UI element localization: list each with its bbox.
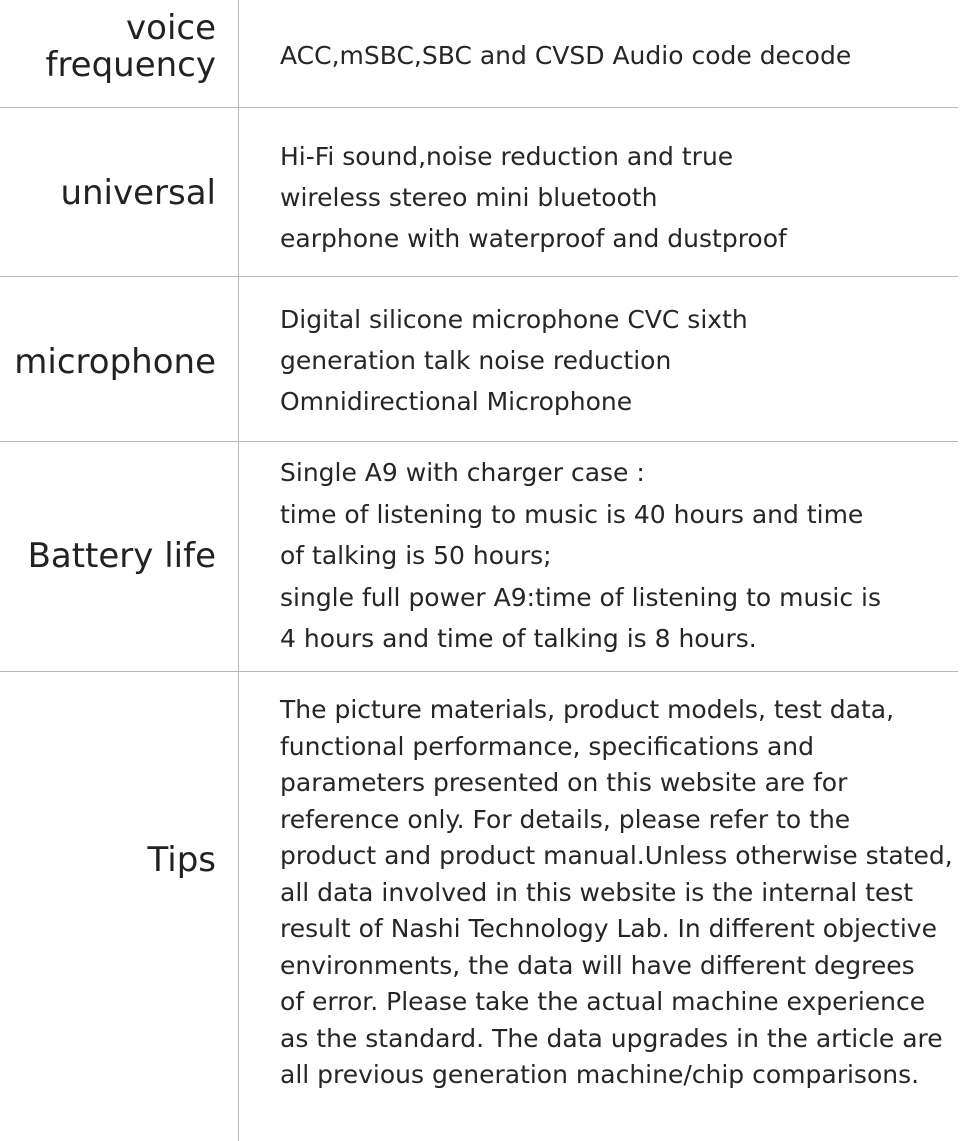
spec-label-line: microphone xyxy=(14,342,216,382)
spec-value-line: as the standard. The data upgrades in the article are xyxy=(280,1023,943,1053)
spec-value-line: parameters presented on this website are for xyxy=(280,768,848,797)
spec-value-line: time of listening to music is 40 hours and time xyxy=(280,499,864,529)
spec-value-line: Omnidirectional Microphone xyxy=(280,387,633,416)
spec-value-line: product and product manual.Unless otherwise stated, xyxy=(280,841,953,870)
spec-value-line: functional performance, specifications and xyxy=(280,731,815,761)
spec-value-line: 4 hours and time of talking is 8 hours. xyxy=(280,624,757,653)
spec-value-line: of talking is 50 hours; xyxy=(280,541,552,570)
spec-value-line: all previous generation machine/chip comparisons. xyxy=(280,1060,920,1089)
spec-value-line: ACC,mSBC,SBC and CVSD Audio code decode xyxy=(280,41,852,70)
spec-row-microphone xyxy=(0,277,958,442)
spec-value-line: reference only. For details, please refer to the xyxy=(280,804,851,834)
spec-value xyxy=(280,136,950,259)
spec-label-line: voice xyxy=(126,8,216,48)
spec-label xyxy=(0,538,216,575)
spec-value-line: earphone with waterproof and dustproof xyxy=(280,224,787,253)
spec-row-tips xyxy=(0,672,958,1141)
spec-value-line: result of Nashi Technology Lab. In different objective xyxy=(280,914,937,943)
spec-value-line: of error. Please take the actual machine experience xyxy=(280,987,926,1016)
spec-value-line: The picture materials, product models, test data, xyxy=(280,695,895,724)
spec-value-line: Digital silicone microphone CVC sixth xyxy=(280,305,748,334)
spec-value-line: Single A9 with charger case : xyxy=(280,458,645,487)
spec-value xyxy=(280,38,950,74)
spec-value-line: wireless stereo mini bluetooth xyxy=(280,183,658,212)
spec-label-line: frequency xyxy=(45,45,216,85)
spec-value-line: generation talk noise reduction xyxy=(280,346,672,375)
spec-label xyxy=(0,842,216,879)
spec-label xyxy=(0,344,216,381)
spec-label-line: universal xyxy=(60,173,216,213)
spec-label-line: Battery life xyxy=(27,536,216,576)
spec-label-line: Tips xyxy=(147,840,216,880)
spec-value xyxy=(280,692,953,1094)
spec-row-universal xyxy=(0,108,958,277)
spec-label xyxy=(0,10,216,84)
spec-value-line: Hi-Fi sound,noise reduction and true xyxy=(280,142,734,171)
spec-value xyxy=(280,299,950,422)
spec-row-battery-life xyxy=(0,442,958,672)
spec-value xyxy=(280,452,950,660)
spec-value-line: all data involved in this website is the internal test xyxy=(280,877,914,907)
spec-value-line: environments, the data will have different degrees xyxy=(280,950,915,980)
spec-row-voice-frequency xyxy=(0,0,958,108)
spec-value-line: single full power A9:time of listening to music is xyxy=(280,582,881,612)
spec-label xyxy=(0,175,216,212)
